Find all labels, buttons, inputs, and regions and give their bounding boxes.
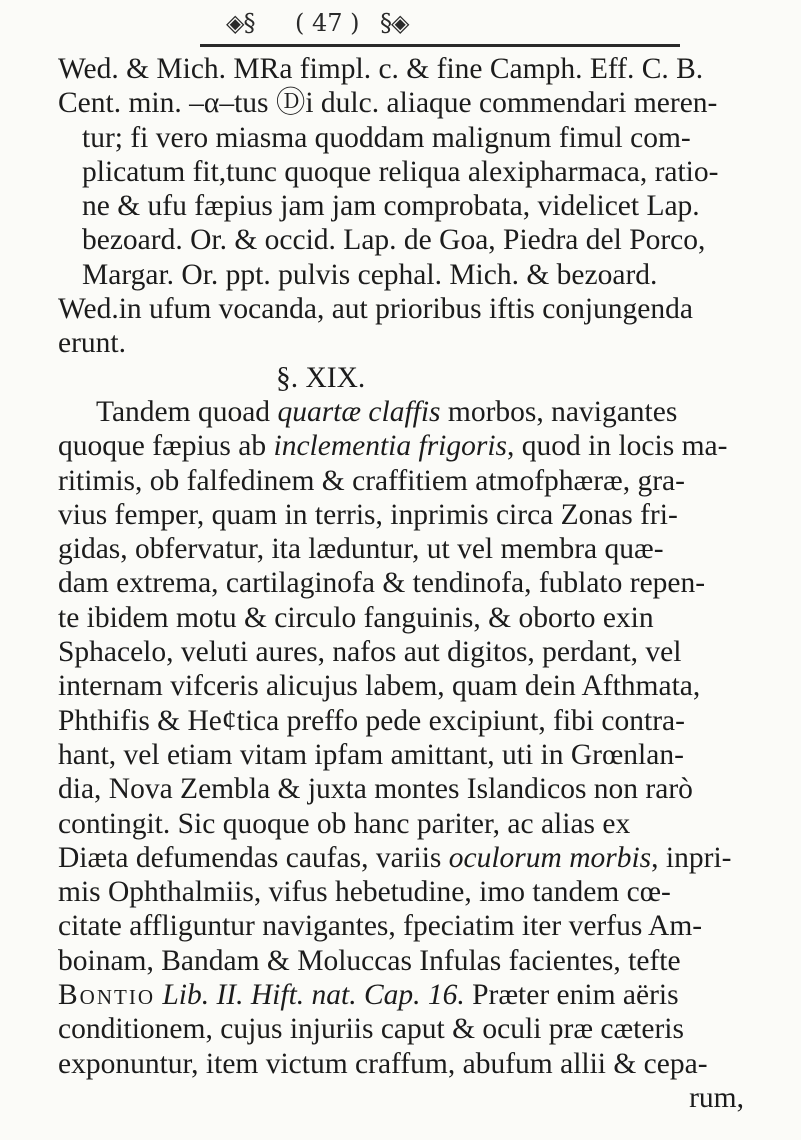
- text-line: plicatum fit,tunc quoque reliqua alexipharmaca, ratio-: [82, 155, 719, 188]
- text-line: dam extrema, cartilaginofa & tendinofa, fublato repen-: [58, 567, 706, 600]
- text-line: Cent. min. –α–tus Ⓓi dulc. aliaque commendari meren-: [58, 87, 718, 120]
- text-line: ne & ufu fæpius jam jam comprobata, videlicet Lap.: [82, 190, 700, 223]
- text-line: te ibidem motu & circulo fanguinis, & oborto exin: [58, 601, 654, 634]
- text-line: conditionem, cujus injuriis caput & oculi præ cæteris: [58, 1013, 684, 1046]
- text-line: citate affliguntur navigantes, fpeciatim iter verfus Am-: [58, 910, 703, 943]
- page-header: [200, 8, 680, 44]
- text-line: Bontio Lib. II. Hift. nat. Cap. 16. Præter enim aëris: [58, 979, 679, 1012]
- text-line: Sphacelo, veluti aures, nafos aut digitos, perdant, vel: [58, 636, 682, 669]
- body-text: [58, 52, 782, 1115]
- text-line: Tandem quoad quartæ claffis morbos, navigantes: [96, 395, 678, 428]
- text-line: boinam, Bandam & Moluccas Infulas facientes, tefte: [58, 944, 681, 977]
- text-line: bezoard. Or. & occid. Lap. de Goa, Piedra del Porco,: [82, 224, 706, 257]
- ornament-left: ◈§: [226, 9, 255, 37]
- text-line: exponuntur, item victum craffum, abufum allii & cepa-: [58, 1047, 708, 1080]
- text-line: hant, vel etiam vitam ipfam amittant, uti in Grœnlan-: [58, 738, 684, 771]
- section-heading: §. XIX.: [276, 361, 366, 394]
- catchword: rum,: [689, 1081, 744, 1114]
- text-line: Margar. Or. ppt. pulvis cephal. Mich. & bezoard.: [82, 258, 658, 291]
- text-line: mis Ophthalmiis, vifus hebetudine, imo tandem cœ-: [58, 876, 671, 909]
- text-line: Diæta defumendas caufas, variis oculorum morbis, inpri-: [58, 841, 732, 874]
- text-line: contingit. Sic quoque ob hanc pariter, ac alias ex: [58, 807, 631, 840]
- text-line: ritimis, ob falfedinem & craffitiem atmofphæræ, gra-: [58, 464, 685, 497]
- text-line: internam vifceris alicujus labem, quam dein Afthmata,: [58, 670, 701, 703]
- page-number: ( 47 ): [295, 9, 360, 37]
- text-line: Phthifis & He¢tica preffo pede excipiunt, fibi contra-: [58, 704, 685, 737]
- text-line: dia, Nova Zembla & juxta montes Islandicos non rarò: [58, 773, 693, 806]
- header-rule: [200, 44, 680, 47]
- text-line: vius femper, quam in terris, inprimis circa Zonas fri-: [58, 498, 678, 531]
- text-line: Wed. & Mich. MRa fimpl. c. & fine Camph. Eff. C. B.: [58, 53, 704, 85]
- text-line: quoque fæpius ab inclementia frigoris, quod in locis ma-: [58, 430, 728, 463]
- text-line: tur; fi vero miasma quoddam malignum fimul com-: [82, 121, 691, 154]
- text-line: erunt.: [58, 327, 126, 360]
- text-line: gidas, obfervatur, ita læduntur, ut vel membra quæ-: [58, 533, 664, 566]
- ornament-right: §◈: [380, 9, 409, 37]
- text-line: Wed.in ufum vocanda, aut prioribus iftis conjungenda: [58, 293, 693, 326]
